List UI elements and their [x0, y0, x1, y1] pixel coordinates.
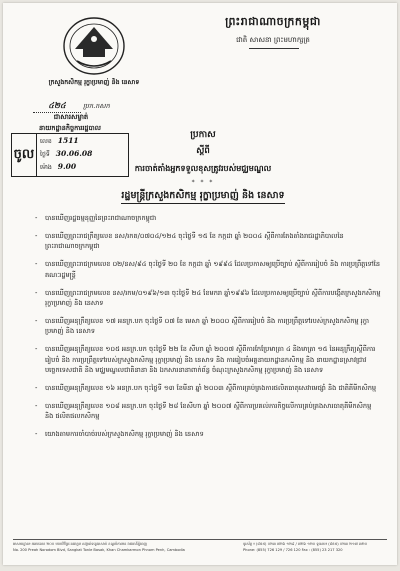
stamp-row-date [40, 148, 92, 160]
document-about: ស្តីពី [196, 146, 210, 156]
document-type: ប្រកាស [190, 130, 216, 140]
footer-phone-en: Phone: (855) 726 129 / 726 120 Fax : (855) 23 217 320 [243, 547, 343, 552]
preamble-clause: - បានឃើញព្រះរាជក្រមលេខ ០២/នស/៩៤ ចុះថ្ងៃទី ២០ ខែ កក្កដា ឆ្នាំ ១៩៩៤ ដែលប្រកាសឲ្យប្រើច្បាប់ ស្តីពីការរៀបចំ និង ការប្រព្រឹត្តទៅនៃគណៈរដ្ឋមន្ត្រី [35, 259, 381, 280]
stamp-classification: ជាសារសម្ងាត់ [53, 113, 89, 121]
footer-phone-kh: ទូរស័ព្ទ ៖ (៨៥៥) ០២៣ ៧២៦ ១២៩ / ៧២៦ ១២០ ទូរសារ៖ (៨៥៥) ០២៣ ២១៧ ៣២០ [243, 542, 368, 546]
ministry-name: ក្រសួងកសិកម្ម រុក្ខាប្រមាញ់ និង នេសាទ [48, 79, 140, 86]
stamp-row-label: ថ្ងៃទី [40, 151, 50, 158]
reference-number: ៤២៤ [33, 100, 81, 113]
ministry-emblem-icon [61, 15, 127, 77]
stamp-row-time [40, 161, 76, 173]
stamp-row-label: ម៉ោង [40, 164, 52, 171]
stamp-office: នាយកដ្ឋានកិច្ចការរដ្ឋបាល [39, 124, 101, 132]
stamp-row-number [40, 135, 79, 147]
stamp-row-label: លេខ [40, 138, 52, 145]
stamp-row-value: 9.00 [57, 162, 77, 171]
motto-divider [249, 48, 299, 49]
preamble-clause: - បានឃើញអនុក្រឹត្យលេខ ១០៨ អនក្រ.បក ចុះថ្ងៃទី ២៨ ខែសីហា ឆ្នាំ ២០០៧ ស្តីពីការប្រគល់ភារកិច្ចលើការគ្រប់គ្រងសារធាតុគីមីកសិកម្ម និង ផលិតផលកសិកម្ម [35, 401, 381, 422]
preamble-clause: - បានឃើញរដ្ឋធម្មនុញ្ញនៃព្រះរាជាណាចក្រកម្ពុជា [35, 213, 381, 223]
preamble-clause: - បានឃើញព្រះរាជក្រឹត្យលេខ នស/រកត/០៧០៤/១២៤ ចុះថ្ងៃទី ១៥ ខែ កក្កដា ឆ្នាំ ២០០៤ ស្តីពីការតែងតាំងរាជរដ្ឋាភិបាលនៃព្រះរាជាណាចក្រកម្ពុជា [35, 231, 381, 252]
ornamental-divider: * * * [191, 179, 215, 186]
stamp-row-value: 30.06.08 [55, 149, 93, 158]
preamble-clauses [35, 213, 381, 447]
footer-address-kh: អាសយដ្ឋាន៖ អគារលេខ ២០០ មហាវិថីព្រះនរោត្តម សង្កាត់ទន្លេបាសាក់ ខណ្ឌចំការមន រាជធានីភ្នំពេញ [13, 542, 147, 546]
kingdom-title: ព្រះរាជាណាចក្រកម្ពុជា [225, 15, 321, 28]
reference-number-line [33, 100, 110, 113]
preamble-clause: - បានឃើញព្រះរាជក្រមលេខ នស/រកម/០១៩៦/១៣ ចុះថ្ងៃទី ២៤ ខែមករា ឆ្នាំ១៩៩៦ ដែលប្រកាសឲ្យប្រើច្បាប់ ស្តីពីការបង្កើតក្រសួងកសិកម្ម រុក្ខាប្រមាញ់ និង នេសាទ [35, 288, 381, 309]
reference-suffix: ប្រក.កសក [83, 102, 110, 110]
footer-address [13, 542, 233, 553]
preamble-clause: - បានឃើញអនុក្រឹត្យលេខ ១៧ អនក្រ.បក ចុះថ្ងៃទី ០៧ ខែ មេសា ឆ្នាំ ២០០០ ស្តីពីការរៀបចំ និង ការប្រព្រឹត្តទៅរបស់ក្រសួងកសិកម្ម រុក្ខាប្រមាញ់ និង នេសាទ [35, 316, 381, 337]
footer-divider [13, 539, 387, 540]
issuer-title: រដ្ឋមន្ត្រីក្រសួងកសិកម្ម រុក្ខាប្រមាញ់ និង នេសាទ [121, 190, 285, 201]
stamp-incoming-label: ចូល [12, 134, 37, 176]
document-subject: ការចាត់តាំងអ្នកទទួលខុសត្រូវរបស់មជ្ឈមណ្ឌល [134, 164, 272, 173]
document-page [3, 3, 397, 565]
preamble-clause: - បានឃើញអនុក្រឹត្យលេខ ១០៥ អនក្រ.បក ចុះថ្ងៃទី ២២ ខែ សីហា ឆ្នាំ ២០០៧ ស្តីពីការកែប្រែមាត្រា ៤ និងមាត្រា ១៥ នៃអនុក្រឹត្យស្តីពីការរៀបចំ និង ការប្រព្រឹត្តទៅរបស់ក្រសួងកសិកម្ម រុក្ខាប្រមាញ់ និង នេសាទ និង ការរៀបចំអគ្គនាយកដ្ឋានកសិកម្ម និង នាយកដ្ឋានស្រាវជ្រាវបច្ចេកទេសជាតិ និង មជ្ឈមណ្ឌលជាតិនានា និង ឯកសារនានាពាក់ព័ន្ធ ចំណុះក្រសួងកសិកម្ម រុក្ខាប្រមាញ់ និង នេសាទ [35, 344, 381, 375]
stamp-row-value: 1511 [57, 136, 79, 145]
footer-contact [243, 542, 387, 553]
preamble-clause: - បានឃើញអនុក្រឹត្យលេខ ១៦ អនក្រ.បក ចុះថ្ងៃទី ១៣ ខែមីនា ឆ្នាំ ២០០៣ ស្តីពីការគ្រប់គ្រងការផលិតធាតុសេវាមេផ្សាំ និង ជាតិគីមីកសិកម្ម [35, 383, 381, 393]
footer-address-en: No. 200 Preah Norodom Blvd, Sangkat Tonle Basak, Khan Chamkarmon Phnom Penh, Cambodia [13, 547, 185, 552]
issuer-underline [121, 203, 285, 204]
preamble-clause: - យោងតាមការចាំបាច់របស់ក្រសួងកសិកម្ម រុក្ខាប្រមាញ់ និង នេសាទ [35, 429, 381, 439]
national-motto: ជាតិ សាសនា ព្រះមហាក្សត្រ [236, 36, 310, 44]
